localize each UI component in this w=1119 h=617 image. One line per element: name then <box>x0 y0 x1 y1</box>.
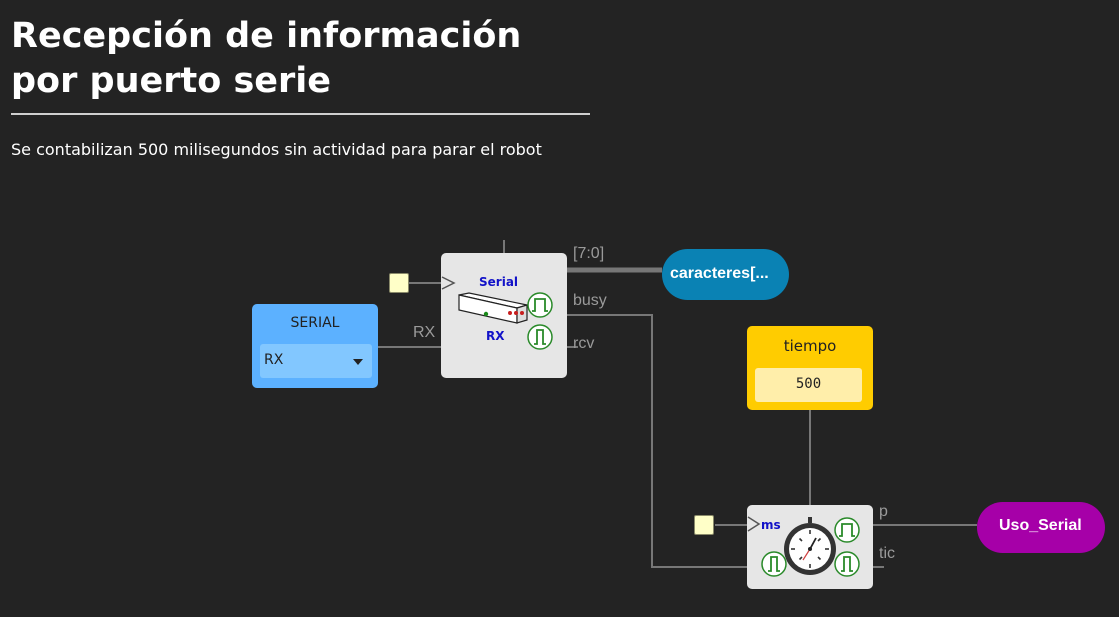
busy-pin-label: busy <box>573 292 607 309</box>
clock-pin-marker <box>748 517 759 531</box>
clock-input-rx[interactable] <box>389 273 409 293</box>
chevron-down-icon <box>353 359 363 365</box>
data-pin-label: [7:0] <box>573 245 605 262</box>
output-tag-caracteres[interactable]: caracteres[... <box>662 249 789 300</box>
timer-module[interactable] <box>747 505 873 589</box>
constant-title: tiempo <box>783 337 837 355</box>
tick-icon <box>835 552 859 576</box>
serial-input-title: SERIAL <box>290 315 340 331</box>
tick-icon <box>762 552 786 576</box>
serial-module-subname: RX <box>486 329 505 343</box>
clock-pin-marker <box>442 277 454 289</box>
pulse-icon <box>835 518 859 542</box>
clock-input-timer[interactable] <box>694 515 714 535</box>
output-tag-uso-serial[interactable]: Uso_Serial <box>977 502 1105 553</box>
serial-module-name: Serial <box>479 275 519 289</box>
serial-device-icon <box>441 253 567 378</box>
pulse-icon <box>528 293 552 317</box>
tick-icon <box>528 325 552 349</box>
serial-rx-module[interactable] <box>441 253 567 378</box>
page-subtitle: Se contabilizan 500 milisegundos sin actividad para parar el robot <box>11 140 542 159</box>
p-pin-label: p <box>879 503 888 520</box>
timer-unit-label: ms <box>761 518 781 532</box>
page-title: Recepción de información por puerto serie <box>11 16 522 101</box>
rcv-pin-label: rcv <box>573 335 595 352</box>
constant-value-field[interactable]: 500 <box>755 368 862 402</box>
tic-pin-label: tic <box>879 545 895 562</box>
rx-wire-label: RX <box>413 324 436 341</box>
serial-pin-select[interactable] <box>260 344 372 378</box>
constant-tiempo-block[interactable] <box>747 326 873 410</box>
serial-input-block[interactable] <box>252 304 378 388</box>
serial-pin-value: RX <box>264 352 284 368</box>
